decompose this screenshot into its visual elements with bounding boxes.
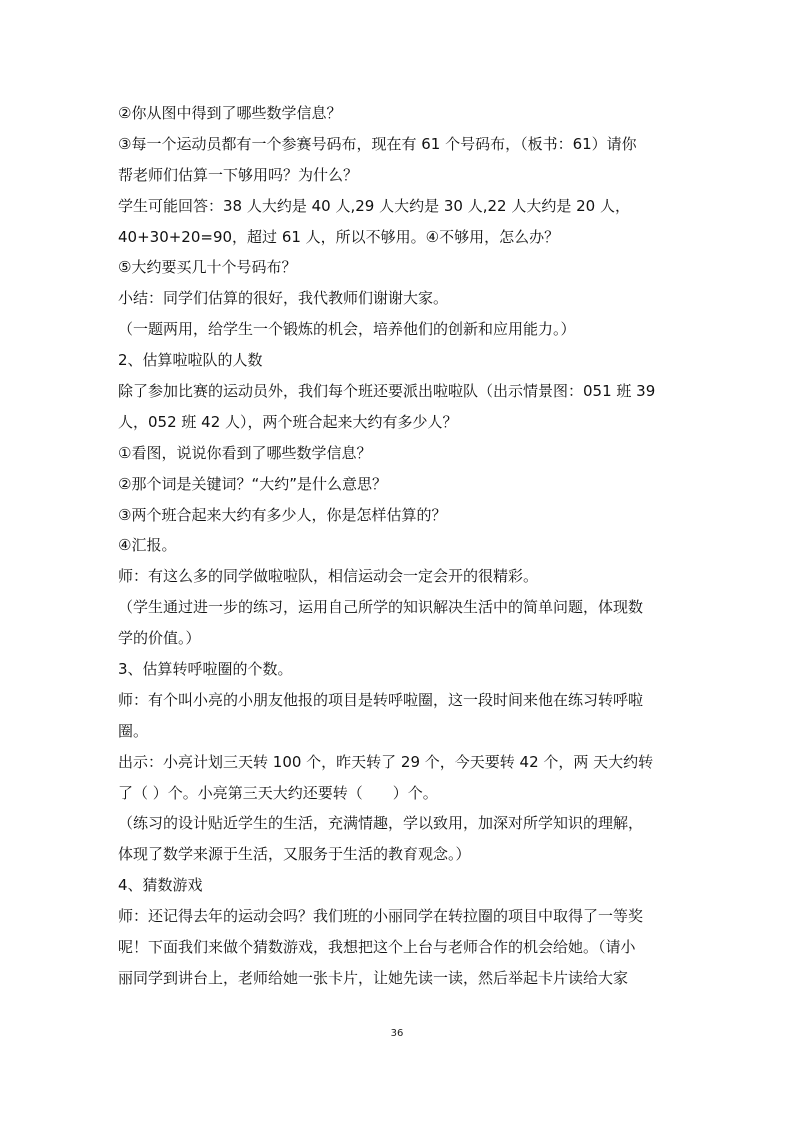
- document-body: [118, 98, 680, 994]
- text-line: 师：还记得去年的运动会吗？我们班的小丽同学在转拉圈的项目中取得了一等奖: [118, 907, 644, 926]
- text-line: 学生可能回答：38 人大约是 40 人,29 人大约是 30 人,22 人大约是 20 人，: [118, 196, 630, 215]
- text-line: 学的价值。）: [118, 629, 201, 648]
- text-line: ①看图，说说你看到了哪些数学信息？: [118, 443, 372, 462]
- text-line: （学生通过进一步的练习，运用自己所学的知识解决生活中的简单问题，体现数: [118, 598, 644, 617]
- text-line: 呢！下面我们来做个猜数游戏，我想把这个上台与老师合作的机会给她。（请小: [118, 938, 636, 957]
- text-line: ③两个班合起来大约有多少人，你是怎样估算的？: [118, 505, 447, 524]
- text-line: ⑤大约要买几十个号码布？: [118, 258, 297, 277]
- text-line: ③每一个运动员都有一个参赛号码布，现在有 61 个号码布，（板书：61）请你: [118, 134, 637, 153]
- text-line: （一题两用，给学生一个锻炼的机会，培养他们的创新和应用能力。）: [118, 320, 576, 339]
- text-line: 圈。: [118, 721, 149, 740]
- text-line: 人，052 班 42 人），两个班合起来大约有多少人？: [118, 412, 458, 431]
- text-line: 40+30+20=90，超过 61 人，所以不够用。④不够用，怎么办？: [118, 227, 560, 246]
- text-line: 除了参加比赛的运动员外，我们每个班还要派出啦啦队（出示情景图：051 班 39: [118, 382, 656, 401]
- text-line: （练习的设计贴近学生的生活，充满情趣，学以致用，加深对所学知识的理解，: [118, 814, 644, 833]
- text-line: 师：有个叫小亮的小朋友他报的项目是转呼啦圈，这一段时间来他在练习转呼啦: [118, 690, 644, 709]
- section-heading: 3、估算转呼啦圈的个数。: [118, 660, 293, 679]
- text-line: 出示：小亮计划三天转 100 个，昨天转了 29 个，今天要转 42 个，两 天大约转: [118, 752, 654, 771]
- text-line: 体现了数学来源于生活，又服务于生活的教育观念。）: [118, 845, 471, 864]
- page-number: 36: [390, 1028, 404, 1039]
- text-line: 了（ ）个。小亮第三天大约还要转（ ）个。: [118, 783, 438, 802]
- section-heading: 2、估算啦啦队的人数: [118, 351, 263, 370]
- section-heading: 4、猜数游戏: [118, 876, 203, 895]
- text-line: 帮老师们估算一下够用吗？为什么？: [118, 165, 359, 184]
- text-line: 师：有这么多的同学做啦啦队，相信运动会一定会开的很精彩。: [118, 567, 539, 586]
- text-line: ④汇报。: [118, 536, 177, 555]
- text-line: 丽同学到讲台上，老师给她一张卡片，让她先读一读，然后举起卡片读给大家: [118, 968, 629, 987]
- text-line: ②那个词是关键词？“大约”是什么意思？: [118, 474, 387, 493]
- text-line: 小结：同学们估算的很好，我代教师们谢谢大家。: [118, 289, 449, 308]
- text-line: ②你从图中得到了哪些数学信息？: [118, 104, 342, 122]
